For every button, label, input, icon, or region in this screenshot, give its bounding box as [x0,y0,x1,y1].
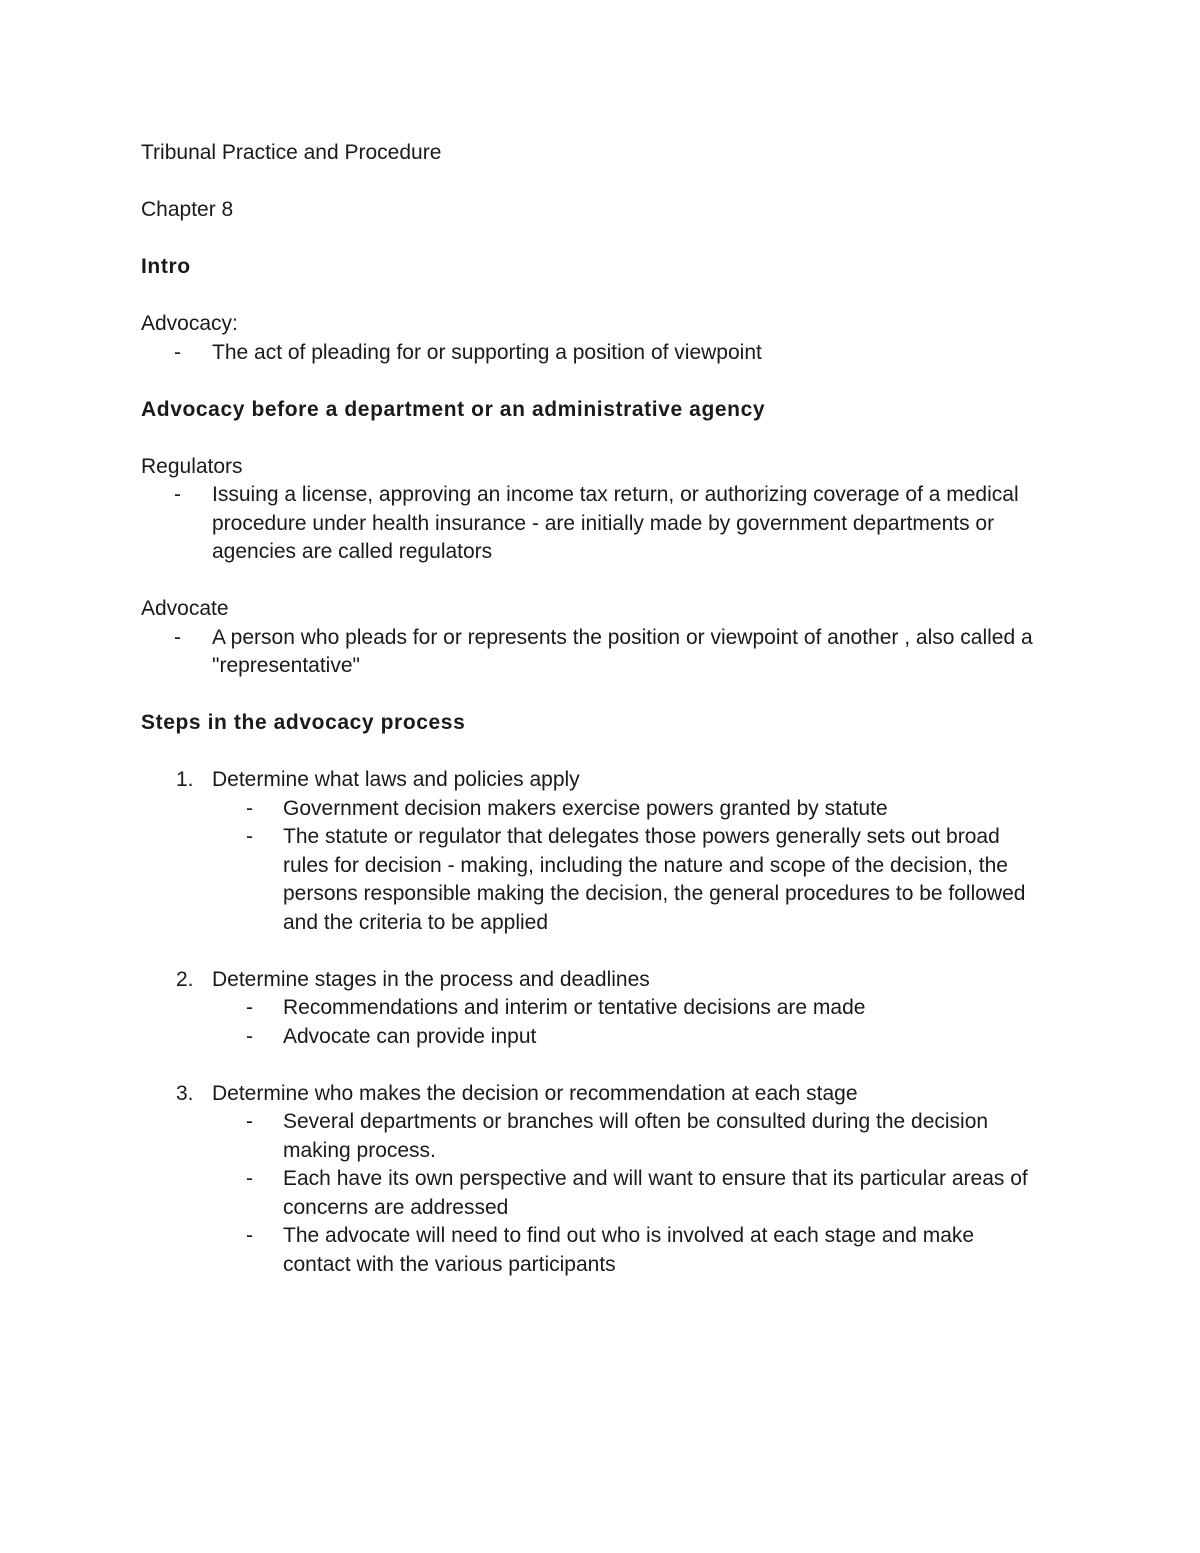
step-point-line: Several departments or branches will often be consulted during the decision [283,1110,989,1133]
spacer [141,367,1071,396]
document-title: Tribunal Practice and Procedure [141,141,442,164]
step-point-line: and the criteria to be applied [283,910,549,934]
regulators-definition-item [141,481,1071,567]
spacer [141,1051,1071,1080]
advocacy-definition-item [141,339,1071,368]
step-point-line: Each have its own perspective and will want to ensure that its particular areas of [283,1167,1028,1190]
step-point-line: contact with the various participants [283,1252,616,1276]
dash-bullet: - [246,1167,253,1190]
spacer [141,681,1071,710]
step-point-line: rules for decision - making, including the nature and scope of the decision, the [283,853,1008,877]
advocate-definition-item [141,624,1071,681]
advocate-term: Advocate [141,597,229,620]
step-number: 3. [176,1081,194,1105]
dash-bullet: - [174,340,181,364]
step-point [141,1165,1071,1222]
step-point [141,823,1071,937]
spacer [141,168,1071,197]
step-point-line: The advocate will need to find out who is involved at each stage and make [283,1224,975,1247]
dash-bullet: - [174,483,181,506]
step-point-line: persons responsible making the decision, the general procedures to be followed [283,882,1026,905]
dash-bullet: - [246,796,253,820]
step-point [141,1023,1071,1052]
intro-heading: Intro [141,255,191,278]
advocacy-term: Advocacy: [141,312,238,335]
regulators-definition-line: agencies are called regulators [212,540,493,563]
step-point-line: Government decision makers exercise powers granted by statute [283,796,888,820]
advocate-definition-line: "representative" [212,654,360,677]
spacer [141,282,1071,311]
step-item [141,766,1071,795]
section-heading: Advocacy before a department or an administrative agency [141,397,766,421]
step-item [141,1080,1071,1109]
regulators-definition-line: Issuing a license, approving an income tax return, or authorizing coverage of a medical [212,483,1019,506]
dash-bullet: - [246,1224,253,1247]
step-point-line: concerns are addressed [283,1195,509,1219]
step-label: Determine stages in the process and deadlines [212,967,650,991]
regulators-definition-line: procedure under health insurance - are initially made by government departments or [212,511,995,535]
spacer [141,567,1071,596]
step-point [141,795,1071,824]
step-label: Determine who makes the decision or recommendation at each stage [212,1081,858,1105]
step-number: 1. [176,768,194,791]
dash-bullet: - [246,825,253,848]
step-item [141,966,1071,995]
spacer [141,937,1071,966]
step-point [141,1108,1071,1165]
spacer [141,738,1071,767]
steps-heading: Steps in the advocacy process [141,711,466,734]
step-point-line: Recommendations and interim or tentative decisions are made [283,996,866,1019]
dash-bullet: - [246,1024,253,1048]
document-page [141,139,1071,1279]
dash-bullet: - [246,996,253,1019]
step-label: Determine what laws and policies apply [212,768,580,791]
step-point [141,1222,1071,1279]
step-number: 2. [176,967,194,991]
regulators-term: Regulators [141,454,243,478]
step-point-line: making process. [283,1138,436,1162]
dash-bullet: - [246,1110,253,1133]
step-point [141,994,1071,1023]
advocacy-definition: The act of pleading for or supporting a position of viewpoint [212,340,762,364]
dash-bullet: - [174,625,181,649]
spacer [141,225,1071,254]
advocate-definition-line: A person who pleads for or represents the position or viewpoint of another , also called a [212,625,1033,649]
step-point-line: Advocate can provide input [283,1024,537,1048]
spacer [141,424,1071,453]
step-point-line: The statute or regulator that delegates those powers generally sets out broad [283,825,1000,848]
chapter-label: Chapter 8 [141,198,234,221]
